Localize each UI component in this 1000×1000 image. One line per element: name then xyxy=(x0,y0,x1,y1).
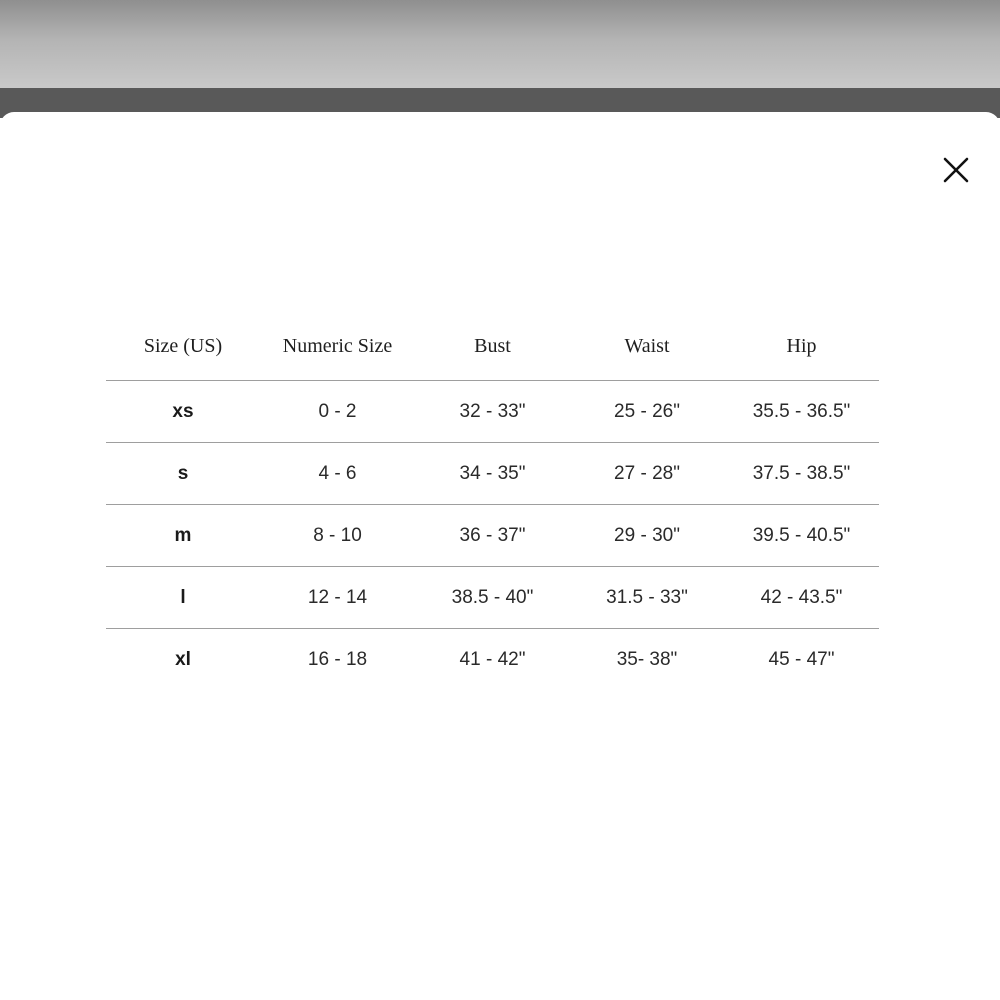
cell-size: s xyxy=(106,443,260,505)
close-icon xyxy=(942,156,970,184)
cell-size: xs xyxy=(106,381,260,443)
table-row xyxy=(106,381,879,443)
size-chart-table xyxy=(106,312,879,690)
cell-bust: 38.5 - 40" xyxy=(415,567,570,629)
cell-numeric-size: 4 - 6 xyxy=(260,443,415,505)
cell-size: xl xyxy=(175,648,191,670)
cell-bust: 36 - 37" xyxy=(415,505,570,567)
cell-bust: 34 - 35" xyxy=(415,443,570,505)
table-row xyxy=(106,443,879,505)
cell-hip: 37.5 - 38.5" xyxy=(724,443,879,505)
cell-hip: 35.5 - 36.5" xyxy=(724,381,879,443)
cell-bust: 41 - 42" xyxy=(459,648,526,670)
page-backdrop xyxy=(0,0,1000,88)
cell-numeric-size: 16 - 18 xyxy=(307,648,368,670)
cell-size: l xyxy=(106,567,260,629)
cell-waist: 31.5 - 33" xyxy=(570,567,724,629)
table-row xyxy=(106,505,879,567)
header-bust: Bust xyxy=(415,312,570,381)
header-numeric-size: Numeric Size xyxy=(260,312,415,381)
cell-numeric-size: 12 - 14 xyxy=(260,567,415,629)
cell-numeric-size: 0 - 2 xyxy=(260,381,415,443)
cell-hip: 42 - 43.5" xyxy=(724,567,879,629)
cell-waist: 25 - 26" xyxy=(570,381,724,443)
table-header-row xyxy=(106,312,879,381)
header-waist: Waist xyxy=(570,312,724,381)
cell-hip: 39.5 - 40.5" xyxy=(724,505,879,567)
cell-size: m xyxy=(106,505,260,567)
cell-waist: 29 - 30" xyxy=(570,505,724,567)
cell-waist: 27 - 28" xyxy=(570,443,724,505)
cell-numeric-size: 8 - 10 xyxy=(260,505,415,567)
table-row xyxy=(106,567,879,629)
cell-bust: 32 - 33" xyxy=(415,381,570,443)
header-hip: Hip xyxy=(724,312,879,381)
cell-hip: 45 - 47" xyxy=(768,648,835,670)
close-button[interactable] xyxy=(936,150,976,190)
table-row xyxy=(106,629,879,691)
header-size-us: Size (US) xyxy=(106,312,260,381)
cell-waist: 35- 38" xyxy=(616,648,678,670)
